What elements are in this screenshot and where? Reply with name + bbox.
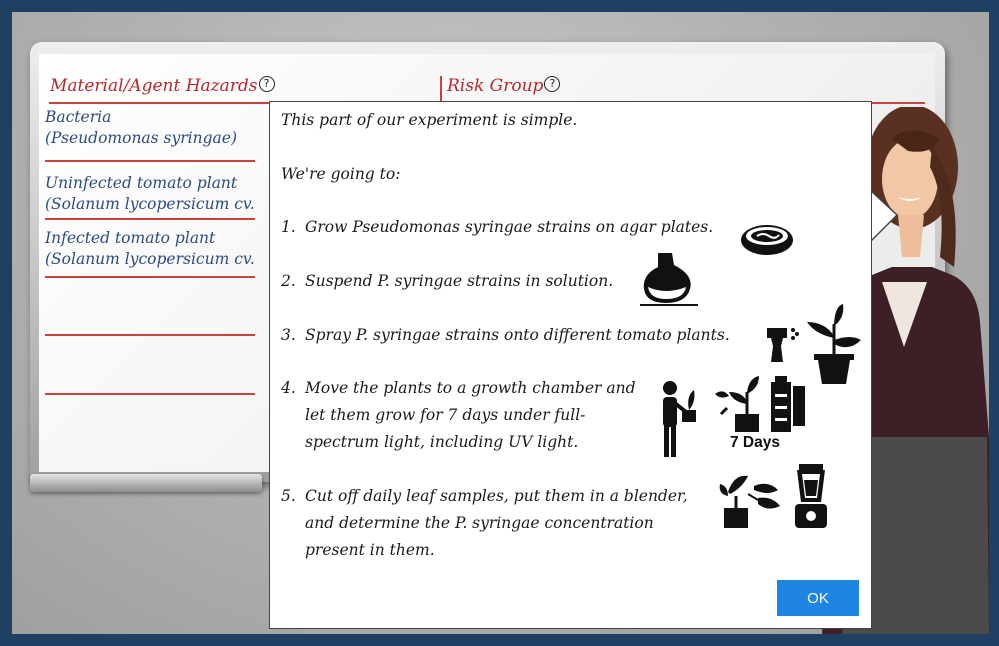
step-number: 3. [281, 326, 296, 344]
callout-pointer [869, 187, 899, 247]
spray-bottle-icon [763, 324, 803, 364]
material-hazards-header: Material/Agent Hazards ? [50, 76, 275, 96]
potted-plant-icon [805, 304, 863, 384]
blender-icon [791, 464, 831, 530]
step-5-line-1: Cut off daily leaf samples, put them in a blender, [305, 487, 688, 505]
table-row: Uninfected tomato plant (Solanum lycopersicum cv. [45, 174, 255, 213]
step-5-line-2: and determine the P. syringae concentration [305, 514, 654, 532]
intro-text: This part of our experiment is simple. [281, 111, 578, 129]
flask-icon [638, 249, 700, 307]
instructions-dialog [269, 101, 872, 629]
step-number: 2. [281, 272, 296, 290]
plant-growth-icon [713, 374, 811, 434]
row-rule [45, 393, 255, 395]
help-icon[interactable]: ? [259, 76, 275, 92]
step-2-text: Suspend P. syringae strains in solution. [305, 272, 614, 290]
lead-text: We're going to: [281, 165, 401, 183]
step-number: 4. [281, 379, 296, 397]
risk-group-header: Risk Group ? [447, 76, 560, 96]
course-slide [12, 12, 989, 634]
row-rule [45, 218, 255, 220]
petri-dish-icon [739, 220, 795, 258]
step-number: 5. [281, 487, 296, 505]
ok-button[interactable]: OK [777, 580, 859, 616]
step-4-line-2: let them grow for 7 days under full- [305, 406, 586, 424]
step-4-line-1: Move the plants to a growth chamber and [305, 379, 636, 397]
table-row: Infected tomato plant (Solanum lycopersicum cv. [45, 229, 255, 268]
step-3-text: Spray P. syringae strains onto different tomato plants. [305, 326, 730, 344]
step-number: 1. [281, 218, 296, 236]
row-rule [45, 160, 255, 162]
step-4-line-3: spectrum light, including UV light. [305, 433, 579, 451]
duration-label: 7 Days [730, 434, 780, 451]
row-rule [45, 276, 255, 278]
table-row: Bacteria (Pseudomonas syringae) [45, 108, 238, 147]
step-1-text: Grow Pseudomonas syringae strains on agar plates. [305, 218, 714, 236]
marker-tray [30, 474, 262, 492]
help-icon[interactable]: ? [544, 76, 560, 92]
row-rule [45, 334, 255, 336]
step-5-line-3: present in them. [305, 541, 435, 559]
person-carrying-plant-icon [660, 380, 700, 458]
cut-leaves-icon [718, 472, 788, 530]
